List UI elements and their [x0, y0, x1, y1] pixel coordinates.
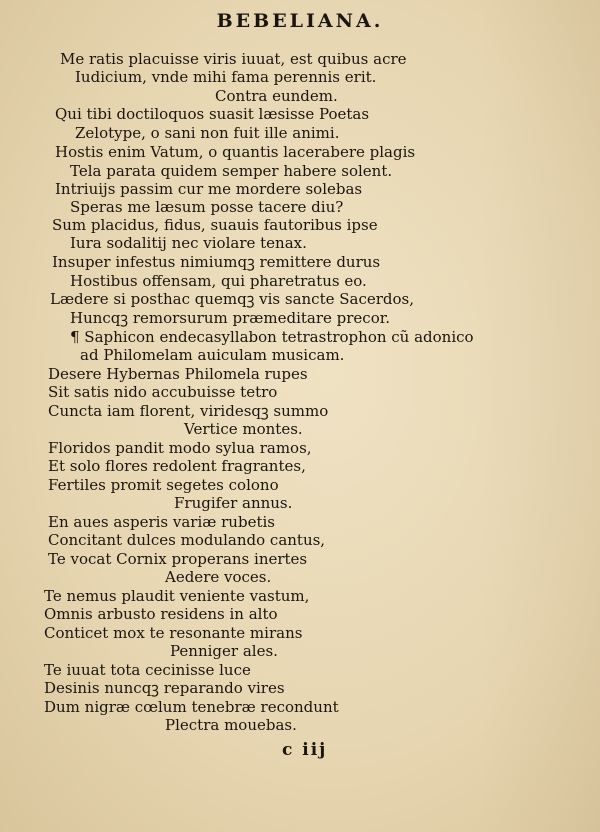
verse-line: Huncqꝫ remorsurum præmeditare precor. [70, 309, 391, 327]
verse-line: Zelotype, o sani non fuit ille animi. [75, 124, 340, 142]
verse-line: Plectra mouebas. [165, 716, 297, 734]
verse-line: Tela parata quidem semper habere solent. [70, 162, 393, 180]
verse-line: Sit satis nido accubuisse tetro [48, 383, 278, 401]
section-heading: Contra eundem. [215, 87, 338, 105]
verse-line: Vertice montes. [184, 420, 303, 438]
verse-line: Te vocat Cornix properans inertes [48, 550, 308, 568]
verse-line: Dum nigræ cœlum tenebræ recondunt [44, 698, 339, 716]
verse-line: Iura sodalitij nec violare tenax. [70, 234, 307, 252]
verse-line: Speras me læsum posse tacere diu? [70, 198, 344, 216]
verse-line: Insuper infestus nimiumqꝫ remittere durus [52, 253, 381, 271]
verse-line: Et solo flores redolent fragrantes, [48, 457, 306, 475]
running-head: BEBELIANA. [216, 10, 384, 32]
verse-line: Desinis nuncqꝫ reparando vires [44, 679, 285, 697]
paper-shading [480, 0, 600, 832]
verse-line: Cuncta iam florent, viridesqꝫ summo [48, 402, 329, 420]
verse-line: Me ratis placuisse viris iuuat, est quibus acre [60, 50, 407, 68]
verse-line: Aedere voces. [165, 568, 272, 586]
verse-line: Sum placidus, fidus, suauis fautoribus ipse [52, 216, 378, 234]
verse-line: Intriuijs passim cur me mordere solebas [55, 180, 363, 198]
verse-line: Qui tibi doctiloquos suasit læsisse Poetas [55, 105, 370, 123]
verse-line: Concitant dulces modulando cantus, [48, 531, 326, 549]
verse-line: Frugifer annus. [174, 494, 293, 512]
verse-line: Hostibus offensam, qui pharetratus eo. [70, 272, 367, 290]
verse-line: Conticet mox te resonante mirans [44, 624, 303, 642]
verse-line: Iudicium, vnde mihi fama perennis erit. [75, 68, 377, 86]
verse-line: Fertiles promit segetes colono [48, 476, 279, 494]
verse-line: Desere Hybernas Philomela rupes [48, 365, 308, 383]
verse-line: Te nemus plaudit veniente vastum, [44, 587, 310, 605]
verse-line: Penniger ales. [170, 642, 278, 660]
signature-mark: c iij [282, 740, 328, 760]
verse-line: En aues asperis variæ rubetis [48, 513, 275, 531]
section-heading: ¶ Saphicon endecasyllabon tetrastrophon cũ adonico [70, 328, 474, 346]
section-heading: ad Philomelam auiculam musicam. [80, 346, 345, 364]
verse-line: Hostis enim Vatum, o quantis lacerabere plagis [55, 143, 416, 161]
verse-line: Te iuuat tota cecinisse luce [44, 661, 251, 679]
verse-line: Omnis arbusto residens in alto [44, 605, 278, 623]
verse-line: Floridos pandit modo sylua ramos, [48, 439, 312, 457]
verse-line: Lædere si posthac quemqꝫ vis sancte Sacerdos, [50, 290, 415, 308]
